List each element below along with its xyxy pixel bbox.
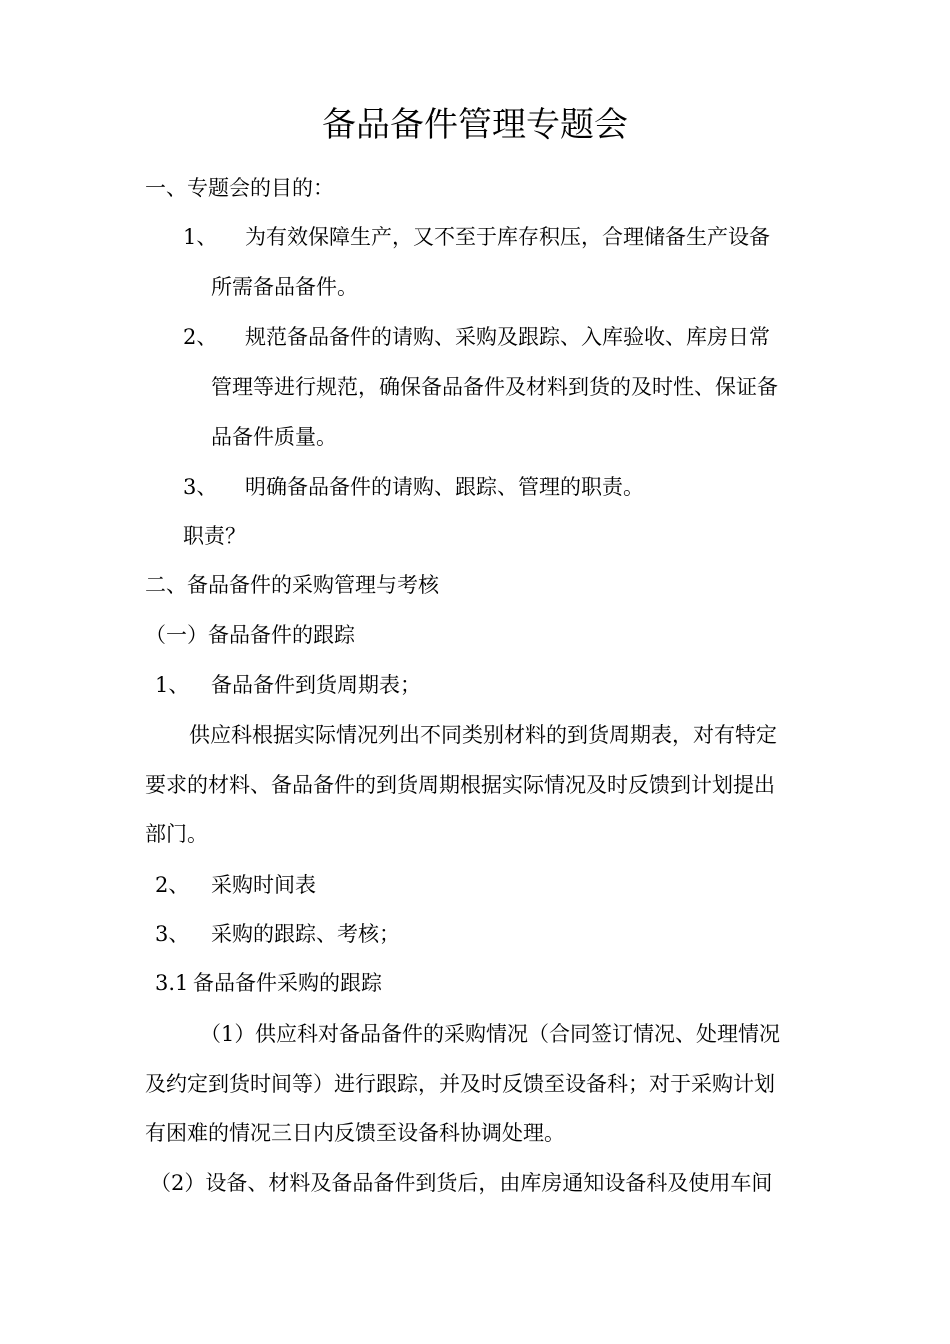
- section-3-1-text: 备品备件采购的跟踪: [193, 971, 382, 995]
- point-1-line-3: 有困难的情况三日内反馈至设备科协调处理。: [145, 1121, 565, 1145]
- document-title: 备品备件管理专题会: [322, 105, 628, 145]
- point-2-line-1: （2）设备、材料及备品备件到货后，由库房通知设备科及使用车间: [150, 1171, 773, 1195]
- item-2-number: 2、: [183, 325, 218, 349]
- item-1-number: 1、: [183, 225, 218, 249]
- point-1-line-1: 供应科对备品备件的采购情况（合同签订情况、处理情况: [255, 1022, 780, 1046]
- paragraph-1-line-3: 部门。: [145, 822, 208, 846]
- sub-item-3-text: 采购的跟踪、考核；: [211, 922, 400, 946]
- item-2-text-line-3: 品备件质量。: [211, 425, 337, 449]
- point-1-line-2: 及约定到货时间等）进行跟踪，并及时反馈至设备科；对于采购计划: [145, 1072, 775, 1096]
- section-2-heading: 二、备品备件的采购管理与考核: [145, 573, 439, 597]
- paragraph-1-line-1: 供应科根据实际情况列出不同类别材料的到货周期表，对有特定: [189, 723, 777, 747]
- item-2-text-line-2: 管理等进行规范，确保备品备件及材料到货的及时性、保证备: [211, 375, 778, 399]
- sub-item-2-text: 采购时间表: [211, 873, 316, 897]
- section-3-1-number: 3.1: [155, 971, 189, 995]
- item-3-text: 明确备品备件的请购、跟踪、管理的职责。: [245, 475, 644, 499]
- sub-item-3-number: 3、: [155, 922, 190, 946]
- sub-item-1-number: 1、: [155, 673, 190, 697]
- paragraph-1-line-2: 要求的材料、备品备件的到货周期根据实际情况及时反馈到计划提出: [145, 773, 775, 797]
- section-1-heading: 一、专题会的目的：: [145, 176, 334, 200]
- item-2-text-line-1: 规范备品备件的请购、采购及跟踪、入库验收、库房日常: [245, 325, 770, 349]
- item-1-text-line-1: 为有效保障生产，又不至于库存积压，合理储备生产设备: [245, 225, 770, 249]
- item-3-number: 3、: [183, 475, 218, 499]
- responsibility-note: 职责？: [183, 524, 246, 548]
- subsection-1-heading: （一）备品备件的跟踪: [145, 623, 355, 647]
- point-1-number: （1）: [200, 1022, 256, 1046]
- item-1-text-line-2: 所需备品备件。: [211, 275, 358, 299]
- sub-item-2-number: 2、: [155, 873, 190, 897]
- sub-item-1-text: 备品备件到货周期表；: [211, 673, 421, 697]
